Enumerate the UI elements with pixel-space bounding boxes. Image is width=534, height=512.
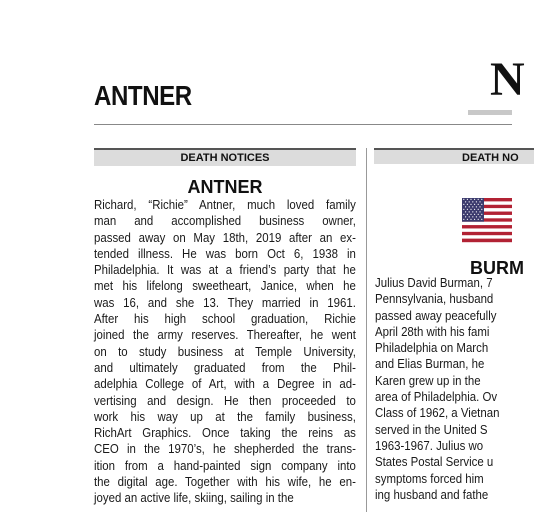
flag-star xyxy=(469,211,470,212)
flag-star xyxy=(478,199,479,200)
masthead-underline xyxy=(468,110,512,115)
flag-star xyxy=(476,211,477,212)
flag-star xyxy=(467,209,468,210)
flag-stripe xyxy=(462,239,512,243)
text-line: area of Philadelphia. Ov xyxy=(375,389,498,405)
flag-star xyxy=(467,214,468,215)
flag-star xyxy=(474,204,475,205)
text-line: on to study business at Temple University, xyxy=(94,343,356,359)
flag-star xyxy=(474,219,475,220)
flag-star xyxy=(476,201,477,202)
flag-star xyxy=(474,209,475,210)
masthead-letter: N xyxy=(490,53,525,106)
flag-star xyxy=(465,206,466,207)
notice-name-antner: ANTNER xyxy=(187,177,263,197)
page-title: ANTNER xyxy=(94,80,192,111)
flag-star xyxy=(467,199,468,200)
flag-star xyxy=(465,211,466,212)
flag-stripe xyxy=(462,232,512,236)
text-line: Class of 1962, a Vietnan xyxy=(375,405,500,421)
text-line: States Postal Service u xyxy=(375,454,494,470)
text-line: met his lifelong sweetheart, Janice, when he xyxy=(94,278,356,294)
text-line: joined the army reserves. Thereafter, he went xyxy=(94,327,356,343)
text-line: vertising and design. He then proceeded to xyxy=(94,392,356,408)
flag-stripe xyxy=(462,228,512,232)
text-line: served in the United S xyxy=(375,421,488,437)
notice-body-burman xyxy=(375,275,515,503)
flag-star xyxy=(470,219,471,220)
flag-star xyxy=(476,216,477,217)
flag-star xyxy=(467,219,468,220)
flag-star xyxy=(476,206,477,207)
text-line: April 28th with his fami xyxy=(375,323,490,339)
flag-star xyxy=(479,206,480,207)
column-divider xyxy=(366,148,367,512)
flag-star xyxy=(469,201,470,202)
flag-star xyxy=(472,206,473,207)
text-line: man and accomplished business owner, xyxy=(94,213,356,229)
text-line: Philadelphia. It was at a friend’s party that he xyxy=(94,262,356,278)
flag-star xyxy=(481,219,482,220)
text-line: adelphia College of Art, with a Degree in ad- xyxy=(94,376,356,392)
text-line: Richard, “Richie” Antner, much loved family xyxy=(94,197,356,212)
text-line: CEO in the 1970’s, he shepherded the trans- xyxy=(94,441,356,457)
text-line: tended illness. He was born Oct 6, 1938 in xyxy=(94,245,356,261)
text-line: symptoms forced him xyxy=(375,470,484,486)
text-line: Pennsylvania, husband xyxy=(375,291,494,307)
text-line: Philadelphia on March xyxy=(375,340,489,356)
flag-star xyxy=(470,209,471,210)
flag-star xyxy=(478,219,479,220)
text-line: ing husband and fathe xyxy=(375,486,489,502)
text-line: After his high school graduation, Richie xyxy=(94,311,356,327)
flag-star xyxy=(479,216,480,217)
flag-stripe xyxy=(462,225,512,229)
flag-star xyxy=(481,214,482,215)
text-line: and Elias Burman, he xyxy=(375,356,485,372)
flag-star xyxy=(481,199,482,200)
text-line: joyed an active life, skiing, sailing in the xyxy=(94,490,294,506)
flag-star xyxy=(478,209,479,210)
section-header-death-notices-right: DEATH NO xyxy=(374,148,534,164)
flag-star xyxy=(474,214,475,215)
text-line: passed away peacefully xyxy=(375,307,497,323)
flag-star xyxy=(470,199,471,200)
flag-star xyxy=(478,204,479,205)
text-line: RichArt Graphics. Once taking the reins as xyxy=(94,425,356,441)
flag-star xyxy=(472,201,473,202)
flag-star xyxy=(465,201,466,202)
flag-star xyxy=(470,214,471,215)
flag-star xyxy=(463,214,464,215)
text-line: Karen grew up in the xyxy=(375,372,481,388)
section-header-death-notices: DEATH NOTICES xyxy=(94,148,356,166)
text-line: work his way up at the family business, xyxy=(94,408,356,424)
flag-stripe xyxy=(462,222,512,226)
flag-star xyxy=(469,216,470,217)
flag-star xyxy=(465,216,466,217)
flag-star xyxy=(467,204,468,205)
flag-star xyxy=(481,204,482,205)
flag-star xyxy=(463,219,464,220)
flag-star xyxy=(463,209,464,210)
text-line: 1963-1967. Julius wo xyxy=(375,437,484,453)
text-line: Julius David Burman, 7 xyxy=(375,275,493,290)
flag-star xyxy=(470,204,471,205)
flag-star xyxy=(463,199,464,200)
flag-star xyxy=(472,211,473,212)
flag-star xyxy=(479,201,480,202)
flag-star xyxy=(479,211,480,212)
flag-stripe xyxy=(462,235,512,239)
us-flag-icon xyxy=(462,198,512,242)
text-line: ition from a hand-painted sign company into xyxy=(94,457,356,473)
text-line: the digital age. Together with his wife, he en- xyxy=(94,474,356,490)
text-line: passed away on May 18th, 2019 after an ex- xyxy=(94,229,356,245)
notice-body-antner xyxy=(94,197,356,507)
flag-star xyxy=(474,199,475,200)
text-line: and ultimately graduated from the Phil- xyxy=(94,359,356,375)
flag-star xyxy=(481,209,482,210)
text-line: was 16, and she 13. They married in 1961. xyxy=(94,294,356,310)
notice-name-burman: BURM xyxy=(470,258,524,278)
flag-star xyxy=(472,216,473,217)
header-rule xyxy=(94,124,512,125)
flag-star xyxy=(478,214,479,215)
flag-star xyxy=(469,206,470,207)
flag-star xyxy=(463,204,464,205)
